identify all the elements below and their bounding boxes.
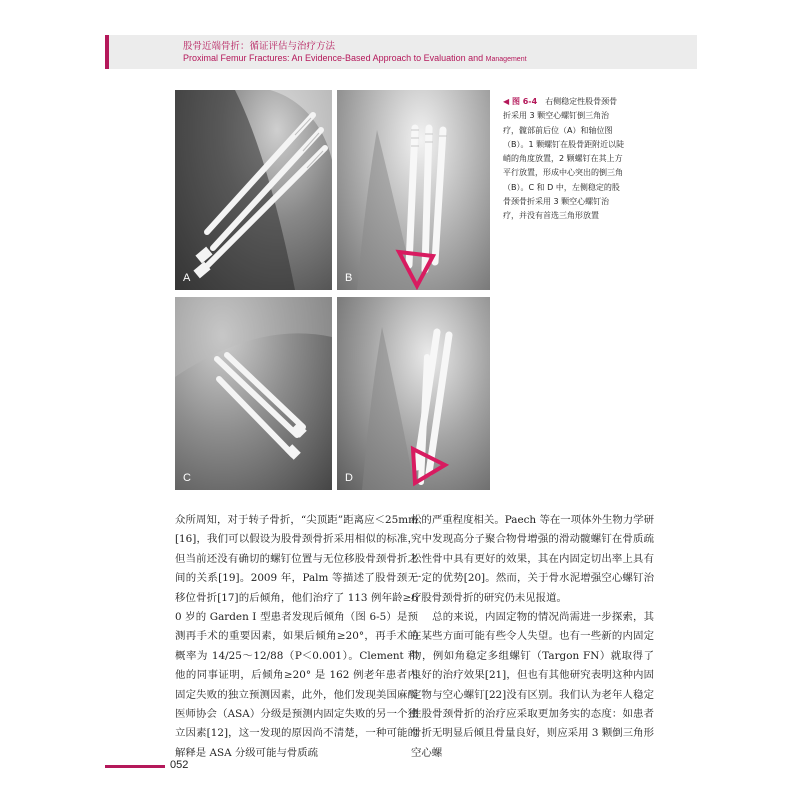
xray-panel-c bbox=[175, 297, 332, 490]
xray-panel-b bbox=[337, 90, 490, 290]
figure-caption-text: 右侧稳定性股骨颈骨折采用 3 颗空心螺钉倒三角治疗，髋部前后位（A）和轴位图（B）。1 颗螺钉在股骨距附近以陡峭的角度放置，2 颗螺钉在其上方平行放置，形成中心突出的倒三角（B）。C 和 D 中，左侧稳定的股骨颈骨折采用 3 颗空心螺钉治疗，并没有首选三角形放置 bbox=[503, 97, 625, 221]
figure-label-d: D bbox=[345, 472, 353, 484]
header-title-en-main: Proximal Femur Fractures: An Evidence-Based Approach to Evaluation and bbox=[183, 53, 484, 63]
header-title-en-small: Management bbox=[485, 56, 527, 63]
footer-accent-line bbox=[105, 765, 165, 768]
figure-label-a: A bbox=[183, 272, 191, 284]
figure-label-b: B bbox=[345, 272, 353, 284]
header-accent-bar bbox=[105, 35, 109, 69]
xray-c-screws bbox=[175, 297, 332, 490]
body-column-left: 众所周知，对于转子骨折，“尖顶距”距离应＜25mm[16]，我们可以假设为股骨颈骨折采用相似的标准，但当前还没有确切的螺钉位置与无位移股骨颈骨折之间的关系[19]。2009 年，Palm 等描述了股骨颈无移位骨折[17]的后倾角，他们治疗了 113 例年龄≥60 岁的 Garden Ⅰ 型患者发现后倾角（图 6-5）是预测再手术的重要因素，如果后倾角≥20°，再手术的概率为 14/25～12/88（P＜0.001）。Clement 和他的同事证明，后倾角≥20° 是 162 例老年患者内固定失败的独立预测因素，此外，他们发现美国麻醉医师协会（ASA）分级是预测内固定失败的另一个独立因素[12]，这一发现的原因尚不清楚，一种可能的解释是 ASA 分级可能与骨质疏 bbox=[175, 514, 418, 759]
page-number: 052 bbox=[170, 759, 189, 771]
figure-caption bbox=[503, 95, 625, 224]
header-title-cn: 股骨近端骨折：循证评估与治疗方法 bbox=[183, 41, 336, 52]
running-header bbox=[105, 35, 697, 69]
xray-d-screws bbox=[337, 297, 490, 490]
body-column-right: 松的严重程度相关。Paech 等在一项体外生物力学研究中发现高分子聚合物骨增强的滑动髋螺钉在骨质疏松性骨中具有更好的效果，其在内固定切出率上具有一定的优势[20]。然而，关于骨水泥增强空心螺钉治疗股骨颈骨折的研究仍未见报道。 总的来说，内固定物的情况尚需进一步探索，其在某些方面可能有些令人失望。也有一些新的内固定物，例如角稳定多组螺钉（Targon FN）就取得了良好的治疗效果[21]，但也有其他研究表明这种内固定物与空心螺钉[22]没有区别。我们认为老年人稳定性股骨颈骨折的治疗应采取更加务实的态度：如患者骨折无明显后倾且骨量良好，则应采用 3 颗倒三角形空心螺 bbox=[411, 514, 654, 759]
xray-b-screws bbox=[337, 90, 490, 290]
xray-panel-a bbox=[175, 90, 332, 290]
header-title-en bbox=[183, 53, 527, 63]
xray-a-screws bbox=[175, 90, 332, 290]
figure-label-c: C bbox=[183, 472, 191, 484]
xray-panel-d bbox=[337, 297, 490, 490]
figure-number: ◀ 图 6-4 bbox=[503, 97, 538, 106]
